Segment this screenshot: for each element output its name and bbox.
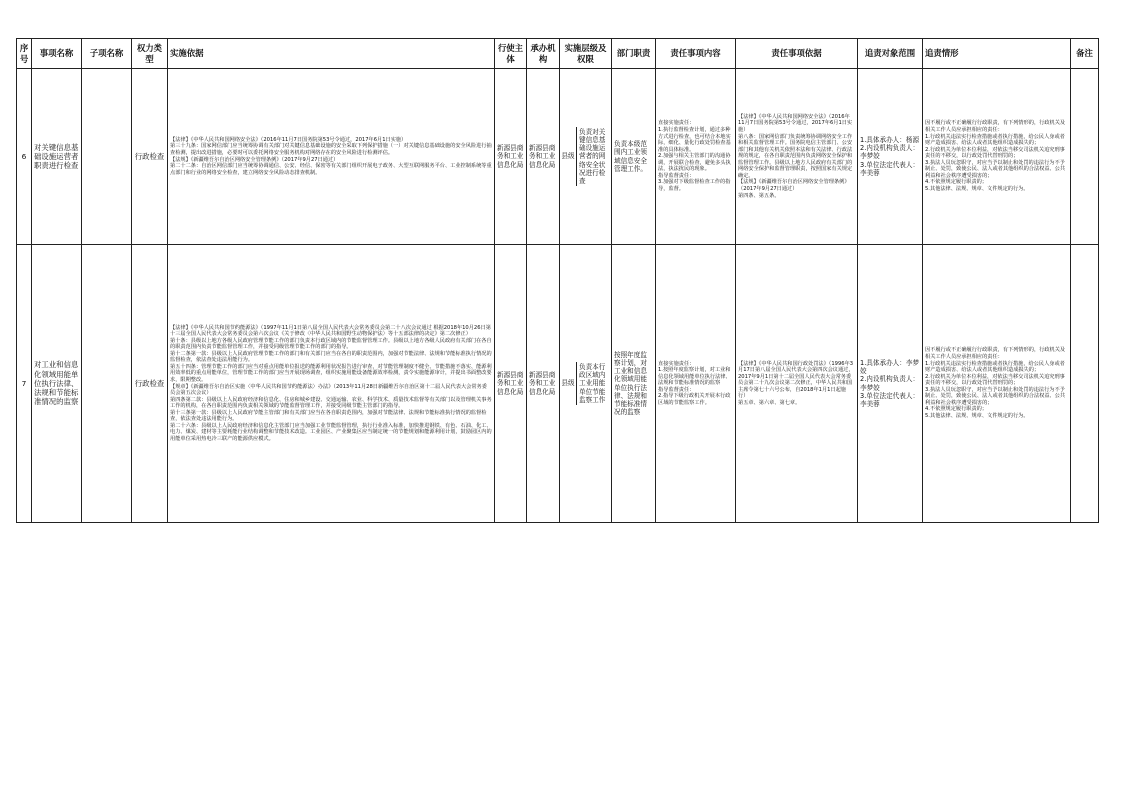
row-resp: 直接实施责任： 1.执行监督检查计划，通过多种方式进行检查，也可结合本地实际，细化、量化行政处罚检查基准的具体标准。 2.加强与相关主管部门的沟通协调，开展联合检查，避免多头执法，执法扰民的现象。 指导监督责任： 3.加强对下级监督检查工作的指导，监督。 xyxy=(656,69,736,245)
row-respbasis: 【法律】《中华人民共和国行政处罚法》（1996年3月17日第八届全国人民代表大会第四次会议通过，2017年9月1日第十二届全国人民代表大会常务委员会第二十九次会议第二次修正，中华人民共和国主席令第七十六号公布，自2018年1月1日起施行） 第五章、第六章、第七章。 xyxy=(736,245,858,523)
row-target: 1.具体承办人：杨源 2.内设机构负责人：李梦姣 3.单位法定代表人：李美蓉 xyxy=(858,69,923,245)
responsibility-table xyxy=(16,38,1099,523)
row-no: 6 xyxy=(17,69,32,245)
header-level: 实施层级及权限 xyxy=(560,39,612,69)
row-level-authority xyxy=(560,69,612,245)
row-level: 县级 xyxy=(560,362,577,404)
row-authority: 负责本行政区域内工业用能单位节能监察工作 xyxy=(579,363,606,404)
row-duty: 负责本级范围内工业领域信息安全管理工作。 xyxy=(612,69,656,245)
row-agency: 新源县商务和工业信息化局 xyxy=(527,245,560,523)
row-sub xyxy=(82,245,132,523)
row-note xyxy=(1071,245,1099,523)
header-respbasis: 责任事项依据 xyxy=(736,39,858,69)
table-row xyxy=(17,245,1099,523)
row-authority: 负责对关键信息基础设施运营者的网络安全状况进行检查 xyxy=(579,128,606,185)
row-target: 1.具体承办人：李梦姣 2.内设机构负责人：李梦姣 3.单位法定代表人：李美蓉 xyxy=(858,245,923,523)
row-agency: 新源县商务和工业信息化局 xyxy=(527,69,560,245)
row-basis: 【法律】《中华人民共和国网络安全法》（2016年11月7日国务院第53号令通过，2017年6月1日实施） 第三十九条：国家网信部门应当统筹协调有关部门对关键信息基础设施的安全采取下列保护措施（一）对关键信息基础设施的安全风险进行抽查检测，提出改进措施，必要时可以委托网络安全服务机构对网络存在的安全风险进行检测评估。 【法规】《新疆维吾尔自治区网络安全管理条例》（2017年9月27日通过） 第二十二条：自治区网信部门应当统筹协调通信、公安、经信、保密等有关部门组织开展电子政务、大型互联网服务平台、工业控制系统等重点部门和行业的网络安全检查，建立网络安全风险动态排查机制。 xyxy=(168,69,495,245)
header-agency: 承办机构 xyxy=(527,39,560,69)
row-type: 行政检查 xyxy=(132,69,168,245)
row-no: 7 xyxy=(17,245,32,523)
row-sub xyxy=(82,69,132,245)
row-respbasis: 【法律】《中华人民共和国网络安全法》（2016年11月7日国务院第53号令通过，2017年6月1日实施） 第八条：国家网信部门负责统筹协调网络安全工作和相关监督管理工作。国务院电信主管部门、公安部门和其他有关机关依照本法和有关法律、行政法规的规定，在各自职责范围内负责网络安全保护和监督管理工作。县级以上地方人民政府有关部门的网络安全保护和监督管理职责，按照国家有关规定确定。 【法规】《新疆维吾尔自治区网络安全管理条例》（2017年9月27日通过） 第四条、第五条。 xyxy=(736,69,858,245)
header-sub: 子项名称 xyxy=(82,39,132,69)
header-target: 追责对象范围 xyxy=(858,39,923,69)
row-note xyxy=(1071,69,1099,245)
row-level-authority xyxy=(560,245,612,523)
row-duty: 按照年度监察计划，对工业和信息化领域用能单位执行法律、法规和节能标准情况的监察 xyxy=(612,245,656,523)
header-note: 备注 xyxy=(1071,39,1099,69)
header-situation: 追责情形 xyxy=(923,39,1071,69)
table-row xyxy=(17,69,1099,245)
row-type: 行政检查 xyxy=(132,245,168,523)
header-type: 权力类型 xyxy=(132,39,168,69)
header-row xyxy=(17,39,1099,69)
row-basis: 【法律】《中华人民共和国节约能源法》（1997年11月1日第八届全国人民代表大会常务委员会第二十八次会议通过 根据2018年10月26日第十三届全国人民代表大会常务委员会第六次会议《关于修改〈中华人民共和国野生动物保护法〉等十五部法律的决定》第二次修正） 第十条：县级以上地方各级人民政府管理节能工作的部门负责本行政区域内的节能监督管理工作。县级以上地方各级人民政府有关部门在各自的职责范围内负责节能监督管理工作，并接受同级管理节能工作的部门的指导。 第十二条第一款：县级以上人民政府管理节能工作的部门和有关部门应当在各自的职责范围内，加强对节能法律、法规和节能标准执行情况的监督检查，依法查处违法用能行为。 第五十四条：管理节能工作的部门应当对重点用能单位报送的能源利用状况报告进行审查，对节能管理制度不健全、节能措施不落实、能源利用效率低的重点用能单位，管理节能工作的部门应当开展现场调查，组织实施用能设备能源效率检测，责令实施能源审计，并提出书面整改要求，限期整改。 【规章】《新疆维吾尔自治区实施〈中华人民共和国节约能源法〉办法》（2013年11月28日新疆维吾尔自治区第十二届人民代表大会常务委员会第五次会议） 第四条第二款：县级以上人民政府经济和信息化、住房和城乡建设、交通运输、农业、科学技术、质量技术监督等有关部门以及管理机关事务工作的机构，在各自职责范围内负责相关领域的节能监督管理工作，并接受同级节能主管部门的指导。 第十三条第一款：县级以上人民政府节能主管部门和有关部门应当在各自职责范围内，加强对节能法律、法规和节能标准执行情况的监督检查，依法查处违法用能行为。 第二十六条：县级以上人民政府经济和信息化主管部门应当加强工业节能监督管理，执行行业准入标准，加快推进钢铁、有色、石油、化工、电力、煤炭、建材等主要耗能行业结构调整和节能技术改造。工业园区、产业聚集区应当制定统一的节能规划和能源利用计划，鼓励园区内的用能单位采用热电冷三联产的能源供应模式。 xyxy=(168,245,495,523)
row-name: 对工业和信息化领域用能单位执行法律、法规和节能标准情况的监察 xyxy=(32,245,82,523)
row-subject: 新源县商务和工业信息化局 xyxy=(495,245,527,523)
header-basis: 实施依据 xyxy=(168,39,495,69)
header-subject: 行使主体 xyxy=(495,39,527,69)
row-situation: 因不履行或不正确履行行政职责，有下列情形的，行政机关及相关工作人员应承担相应的责任： 1.行政机关违法实行检查措施或者执行措施，给公民人身或者财产造成损害、给法人或者其他组织造成损失的； 2.行政机关为单位本位利益，对依法当移交司法机关追究刑事责任的不移交，以行政处罚代替刑罚的； 3.执法人员玩忽职守，对应当予以制止和处罚的违法行为不予制止、处罚，致使公民、法人或者其他组织的合法权益、公共利益和社会秩序遭受损害的； 4.不依照规定履行职责的； 5.其他法律、法规、规章、文件规定的行为。 xyxy=(923,245,1071,523)
row-subject: 新源县商务和工业信息化局 xyxy=(495,69,527,245)
row-level: 县级 xyxy=(560,127,577,185)
header-no: 序号 xyxy=(17,39,32,69)
row-situation: 因不履行或不正确履行行政职责，有下列情形的，行政机关及相关工作人员应承担相应的责任： 1.行政机关违法实行检查措施或者执行措施，给公民人身或者财产造成损害、给法人或者其他组织造成损失的； 2.行政机关为单位本位利益，对依法当移交司法机关追究刑事责任的不移交，以行政处罚代替刑罚的； 3.执法人员玩忽职守，对应当予以制止和处罚的违法行为不予制止、处罚，致使公民、法人或者其他组织的合法权益、公共利益和社会秩序遭受损害的； 4.不依照规定履行职责的； 5.其他法律、法规、规章、文件规定的行为。 xyxy=(923,69,1071,245)
header-resp: 责任事项内容 xyxy=(656,39,736,69)
row-name: 对关键信息基础设施运营者职责进行检查 xyxy=(32,69,82,245)
header-duty: 部门职责 xyxy=(612,39,656,69)
row-resp: 直接实施责任： 1.按照年度监察计划，对工业和信息化领域用能单位执行法律、法规和节能标准情况的监察 指导监督责任： 2.指导下级行政机关开展本行政区域的节能监察工作。 xyxy=(656,245,736,523)
header-name: 事项名称 xyxy=(32,39,82,69)
